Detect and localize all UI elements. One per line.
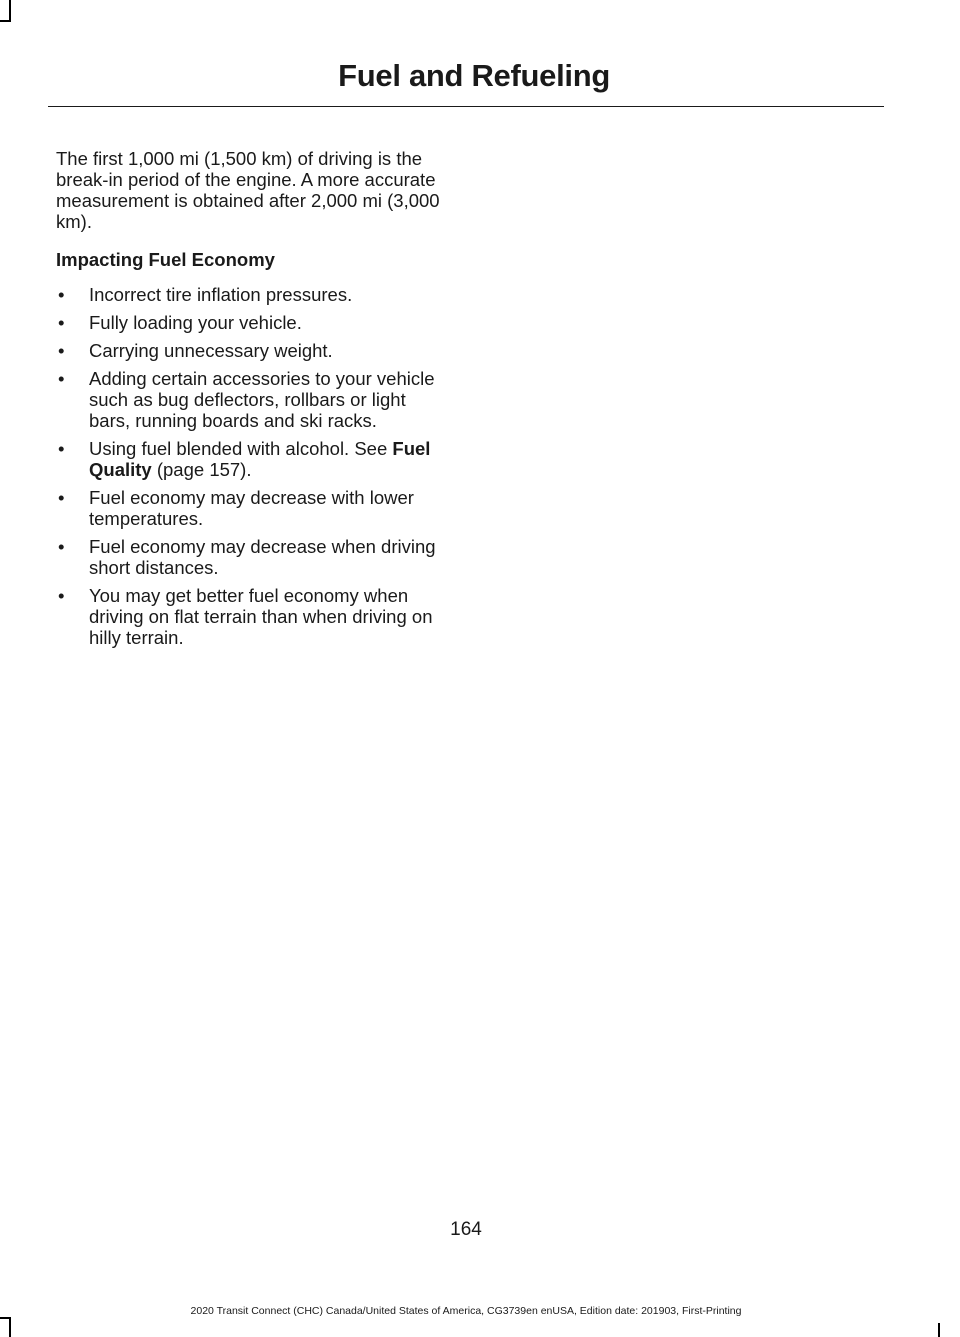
bullet-glyph: • [58, 368, 65, 389]
bullet-glyph: • [58, 487, 65, 508]
crop-mark-top-left [9, 0, 11, 20]
list-item-text: Using fuel blended with alcohol. See [89, 438, 388, 459]
intro-paragraph: The first 1,000 mi (1,500 km) of driving is the break-in period of the engine. A more accurate measurement is obtained after 2,000 mi (3,000 km). [56, 148, 440, 232]
bullet-glyph: • [58, 438, 65, 459]
section-heading: Impacting Fuel Economy [56, 249, 275, 270]
list-item-text: Adding certain accessories to your vehicle such as bug deflectors, rollbars or light bars, running boards and ski racks. [89, 368, 435, 431]
bullet-glyph: • [58, 585, 65, 606]
list-item [56, 284, 451, 305]
list-item [56, 368, 451, 431]
list-item [56, 340, 451, 361]
cross-reference-page: (page 157). [156, 459, 252, 480]
edition-footer: 2020 Transit Connect (CHC) Canada/United States of America, CG3739en enUSA, Edition date: 201903, First-Printing [190, 1305, 742, 1317]
crop-mark-bottom-right [938, 1323, 940, 1337]
bullet-glyph: • [58, 536, 65, 557]
list-item-text: Fuel economy may decrease with lower temperatures. [89, 487, 414, 529]
bullet-list [56, 284, 451, 648]
crop-mark-bottom-left [9, 1317, 11, 1337]
text-column [56, 148, 451, 655]
crop-mark-bottom-left-h [0, 1317, 11, 1319]
list-item-text: Carrying unnecessary weight. [89, 340, 333, 361]
list-item-text: Incorrect tire inflation pressures. [89, 284, 353, 305]
list-item [56, 312, 451, 333]
bullet-glyph: • [58, 284, 65, 305]
cross-reference-link[interactable]: Fuel Quality [89, 438, 431, 480]
list-item [56, 536, 451, 578]
crop-mark-top-left-h [0, 20, 11, 22]
page-number: 164 [450, 1219, 482, 1240]
bullet-glyph: • [58, 312, 65, 333]
bullet-glyph: • [58, 340, 65, 361]
list-item [56, 438, 451, 480]
list-item [56, 487, 451, 529]
list-item [56, 585, 451, 648]
list-item-text: Fully loading your vehicle. [89, 312, 302, 333]
list-item-text: Fuel economy may decrease when driving short distances. [89, 536, 436, 578]
header-divider [48, 106, 884, 107]
page-title: Fuel and Refueling [338, 58, 610, 93]
list-item-text: You may get better fuel economy when driving on flat terrain than when driving on hilly terrain. [89, 585, 433, 648]
